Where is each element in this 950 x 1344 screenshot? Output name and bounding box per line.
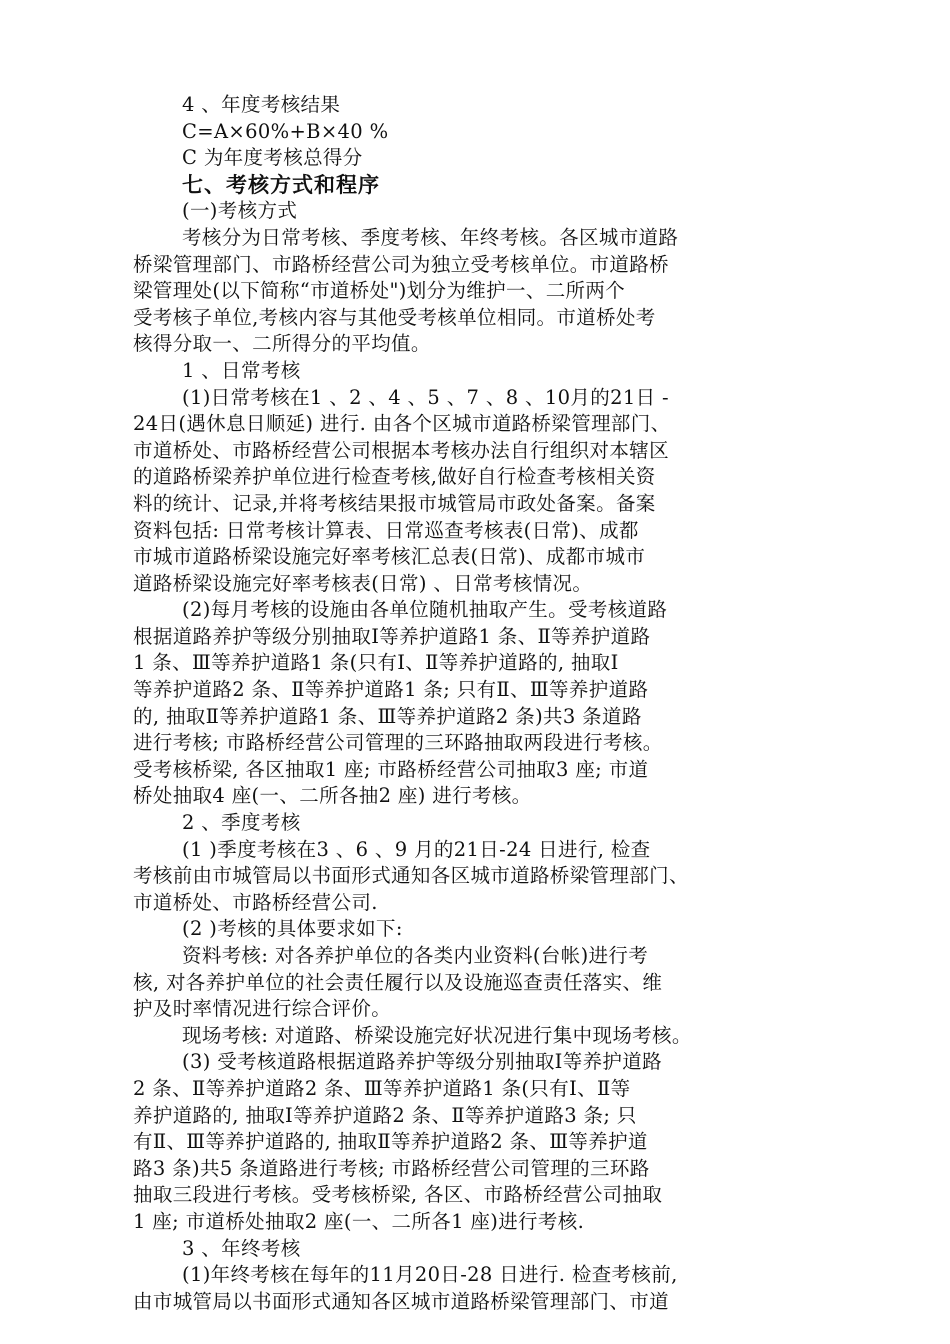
text-line: 护及时率情况进行综合评价。 (133, 997, 392, 1021)
text-line: 受考核桥梁, 各区抽取1 座; 市路桥经营公司抽取3 座; 市道 (133, 757, 649, 781)
text-line: 有Ⅱ、Ⅲ等养护道路的, 抽取Ⅱ等养护道路2 条、Ⅲ等养护道 (133, 1130, 648, 1154)
text-line: 1 座; 市道桥处抽取2 座(一、二所各1 座)进行考核. (133, 1209, 585, 1233)
text-line: 1 、日常考核 (182, 358, 301, 382)
text-line: 的, 抽取Ⅱ等养护道路1 条、Ⅲ等养护道路2 条)共3 条道路 (133, 704, 642, 728)
text-line: 养护道路的, 抽取Ⅰ等养护道路2 条、Ⅱ等养护道路3 条; 只 (133, 1103, 637, 1127)
text-line: (1 )季度考核在3 、6 、9 月的21日-24 日进行, 检查 (182, 837, 651, 861)
text-line: 24日(遇休息日顺延) 进行. 由各个区城市道路桥梁管理部门、 (133, 412, 671, 436)
text-line: 资料包括: 日常考核计算表、日常巡查考核表(日常)、成都 (133, 518, 639, 542)
text-line: 道路桥梁设施完好率考核表(日常) 、日常考核情况。 (133, 571, 593, 595)
text-line: (1)日常考核在1 、2 、4 、5 、7 、8 、10月的21日 - (182, 385, 669, 409)
text-line: 4 、年度考核结果 (182, 93, 341, 116)
text-line: (2 )考核的具体要求如下: (182, 917, 403, 941)
text-line: (一)考核方式 (182, 199, 298, 223)
text-line: 考核分为日常考核、季度考核、年终考核。各区城市道路 (182, 225, 679, 249)
text-line: (1)年终考核在每年的11月20日-28 日进行. 检查考核前, (182, 1263, 678, 1287)
text-line: 由市城管局以书面形式通知各区城市道路桥梁管理部门、市道 (133, 1289, 669, 1313)
text-line: 核得分取一、二所得分的平均值。 (133, 332, 431, 356)
text-line: 抽取三段进行考核。受考核桥梁, 各区、市路桥经营公司抽取 (133, 1183, 663, 1207)
text-line: 市道桥处、市路桥经营公司根据本考核办法自行组织对本辖区 (133, 438, 669, 462)
text-line: 桥梁管理部门、市路桥经营公司为独立受考核单位。市道路桥 (133, 252, 669, 276)
text-line: 等养护道路2 条、Ⅱ等养护道路1 条; 只有Ⅱ、Ⅲ等养护道路 (133, 678, 649, 702)
text-line: C 为年度考核总得分 (182, 146, 363, 170)
text-line: (2)每月考核的设施由各单位随机抽取产生。受考核道路 (182, 598, 668, 622)
text-line: (3) 受考核道路根据道路养护等级分别抽取Ⅰ等养护道路 (182, 1050, 662, 1074)
text-line: 市道桥处、市路桥经营公司. (133, 890, 378, 914)
text-line: 梁管理处(以下简称“市道桥处")划分为维护一、二所两个 (133, 279, 626, 303)
text-line: 的道路桥梁养护单位进行检查考核,做好自行检查考核相关资 (133, 465, 656, 489)
text-line: 桥处抽取4 座(一、二所各抽2 座) 进行考核。 (133, 784, 532, 808)
document-page (133, 92, 823, 1315)
section-heading: 七、考核方式和程序 (182, 171, 380, 197)
text-line: 2 条、Ⅱ等养护道路2 条、Ⅲ等养护道路1 条(只有Ⅰ、Ⅱ等 (133, 1076, 631, 1100)
text-line: 进行考核; 市路桥经营公司管理的三环路抽取两段进行考核。 (133, 731, 663, 755)
text-line: 受考核子单位,考核内容与其他受考核单位相同。市道桥处考 (133, 305, 656, 329)
text-line: 市城市道路桥梁设施完好率考核汇总表(日常)、成都市城市 (133, 545, 646, 569)
text-line: 1 条、Ⅲ等养护道路1 条(只有Ⅰ、Ⅱ等养护道路的, 抽取Ⅰ (133, 651, 619, 675)
text-line: 3 、年终考核 (182, 1236, 301, 1260)
text-line: 根据道路养护等级分别抽取Ⅰ等养护道路1 条、Ⅱ等养护道路 (133, 624, 651, 648)
text-line: C=A×60%+B×40 % (182, 119, 389, 143)
text-line: 考核前由市城管局以书面形式通知各区城市道路桥梁管理部门、 (133, 864, 689, 888)
text-line: 资料考核: 对各养护单位的各类内业资料(台帐)进行考 (182, 944, 649, 967)
text-line: 现场考核: 对道路、桥梁设施完好状况进行集中现场考核。 (182, 1023, 692, 1047)
text-line: 路3 条)共5 条道路进行考核; 市路桥经营公司管理的三环路 (133, 1156, 650, 1180)
text-line: 核, 对各养护单位的社会责任履行以及设施巡查责任落实、维 (133, 970, 663, 994)
text-line: 2 、季度考核 (182, 811, 301, 835)
text-line: 料的统计、记录,并将考核结果报市城管局市政处备案。备案 (133, 491, 656, 515)
